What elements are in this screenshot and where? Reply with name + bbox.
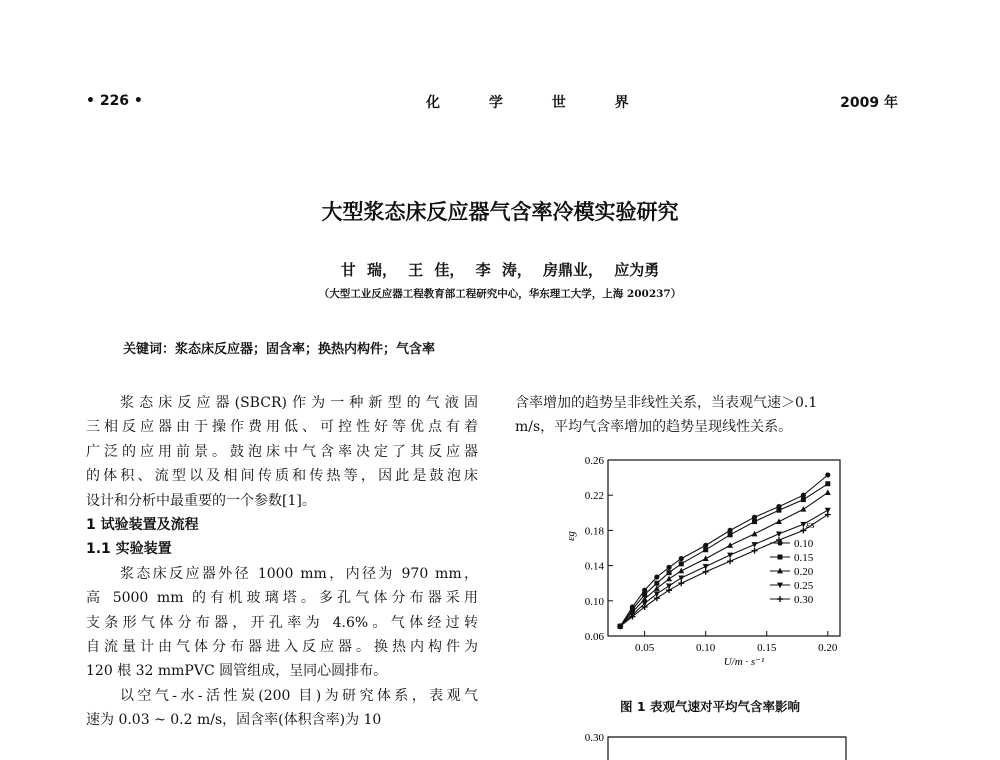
- data-point-0.10: [642, 588, 647, 593]
- data-point-0.30: [825, 512, 831, 518]
- left-column: [86, 391, 478, 733]
- x-tick-label: 0.05: [635, 642, 655, 654]
- data-point-0.10: [654, 574, 659, 579]
- body-line: m/s，平均气含率增加的趋势呈现线性关系。: [515, 419, 793, 436]
- body-line: 支条形气体分布器，开孔率为 4.6%。气体经过转: [86, 614, 478, 631]
- data-point-0.15: [776, 508, 781, 513]
- legend-marker-0.15: [778, 555, 783, 560]
- x-tick-label: 0.10: [696, 642, 716, 654]
- data-point-0.20: [678, 568, 684, 574]
- data-point-0.20: [666, 576, 672, 582]
- data-point-0.15: [667, 570, 672, 575]
- body-line: 广泛的应用前景。鼓泡床中气含率决定了其反应器: [86, 443, 478, 460]
- data-point-0.15: [825, 481, 830, 486]
- right-column: [515, 391, 907, 440]
- data-point-0.15: [752, 519, 757, 524]
- data-point-0.10: [666, 565, 671, 570]
- data-point-0.10: [728, 528, 733, 533]
- y-tick-label: 0.22: [584, 490, 604, 503]
- data-point-0.20: [825, 489, 831, 495]
- chart-1-plot: [565, 455, 840, 668]
- legend-label-0.25: 0.25: [794, 580, 814, 592]
- data-point-0.20: [800, 506, 806, 512]
- figure-1-chart: [560, 450, 860, 690]
- body-line: 设计和分析中最重要的一个参数[1]。: [86, 492, 316, 509]
- y-tick-label: 0.26: [584, 455, 604, 467]
- y-tick-label: 0.18: [584, 525, 604, 538]
- y-tick-label: 0.10: [584, 595, 604, 608]
- data-point-0.10: [679, 556, 684, 561]
- data-point-0.30: [752, 548, 758, 554]
- section-heading: 1 试验装置及流程: [86, 517, 199, 534]
- data-point-0.20: [776, 518, 782, 524]
- data-point-0.30: [666, 587, 672, 593]
- legend-label-0.15: 0.15: [794, 552, 814, 564]
- data-point-0.30: [703, 569, 709, 575]
- body-line: 的体积、流型以及相间传质和传热等，因此是鼓泡床: [86, 468, 478, 485]
- data-point-0.15: [654, 581, 659, 586]
- y-axis-label: εg: [565, 531, 577, 541]
- x-tick-label: 0.20: [818, 642, 838, 654]
- data-point-0.15: [703, 547, 708, 552]
- data-point-0.15: [801, 497, 806, 502]
- body-line: 含率增加的趋势呈非线性关系，当表观气速＞0.1: [515, 395, 818, 411]
- data-point-0.30: [678, 580, 684, 586]
- data-point-0.30: [727, 558, 733, 564]
- data-point-0.20: [703, 555, 709, 561]
- body-line: 浆态床反应器外径 1000 mm，内径为 970 mm，: [120, 565, 478, 582]
- y-tick-label: 0.14: [584, 560, 604, 573]
- subsection-heading: 1.1 实验装置: [86, 541, 172, 558]
- journal-name: 化 学 世 界: [426, 95, 651, 111]
- data-point-0.10: [703, 543, 708, 548]
- page-number: • 226 •: [86, 93, 143, 109]
- body-line: 自流量计由气体分布器进入反应器。换热内构件为: [86, 639, 478, 656]
- y-tick-label: 0.30: [584, 732, 604, 744]
- data-point-0.10: [825, 472, 830, 477]
- x-axis-label: U/m · s⁻¹: [723, 656, 765, 668]
- body-line: 120 根 32 mmPVC 圆管组成，呈同心圆排布。: [86, 663, 388, 680]
- body-line: 浆态床反应器(SBCR)作为一种新型的气液固: [120, 395, 478, 411]
- plot-frame-partial: [608, 737, 846, 760]
- author-list: 甘 瑞， 王 佳， 李 涛， 房鼎业， 应为勇: [340, 261, 660, 279]
- chart-2-plot: [585, 732, 846, 760]
- data-point-0.10: [752, 515, 757, 520]
- data-point-0.15: [679, 561, 684, 566]
- y-tick-label: 0.06: [584, 631, 604, 643]
- body-line: 高 5000 mm 的有机玻璃塔。多孔气体分布器采用: [86, 590, 478, 607]
- legend-label-0.30: 0.30: [794, 594, 814, 606]
- body-line: 三相反应器由于操作费用低、可控性好等优点有着: [86, 419, 478, 436]
- journal-year: 2009 年: [840, 95, 898, 111]
- figure-1-caption: 图 1 表观气速对平均气含率影响: [620, 699, 800, 714]
- affiliation: （大型工业反应器工程教育部工程研究中心，华东理工大学，上海 200237）: [318, 288, 682, 300]
- data-point-0.10: [801, 493, 806, 498]
- body-line-partial: 速为 0.03 ~ 0.2 m/s，固含率(体积含率)为 10: [86, 712, 382, 729]
- legend-label-0.20: 0.20: [794, 566, 814, 578]
- x-tick-label: 0.15: [757, 642, 777, 654]
- figure-2-chart: [560, 725, 860, 760]
- data-point-0.15: [728, 532, 733, 537]
- legend-title: εs: [806, 519, 815, 531]
- paper-title: 大型浆态床反应器气含率冷模实验研究: [321, 200, 679, 224]
- body-line: 以空气-水-活性炭(200 目)为研究体系，表观气: [120, 687, 478, 704]
- data-point-0.20: [752, 531, 758, 537]
- legend-label-0.10: 0.10: [794, 538, 814, 550]
- legend-marker-0.30: [777, 596, 783, 602]
- keywords: 关键词：浆态床反应器；固含率；换热内构件；气含率: [123, 342, 436, 357]
- legend-marker-0.10: [777, 540, 782, 545]
